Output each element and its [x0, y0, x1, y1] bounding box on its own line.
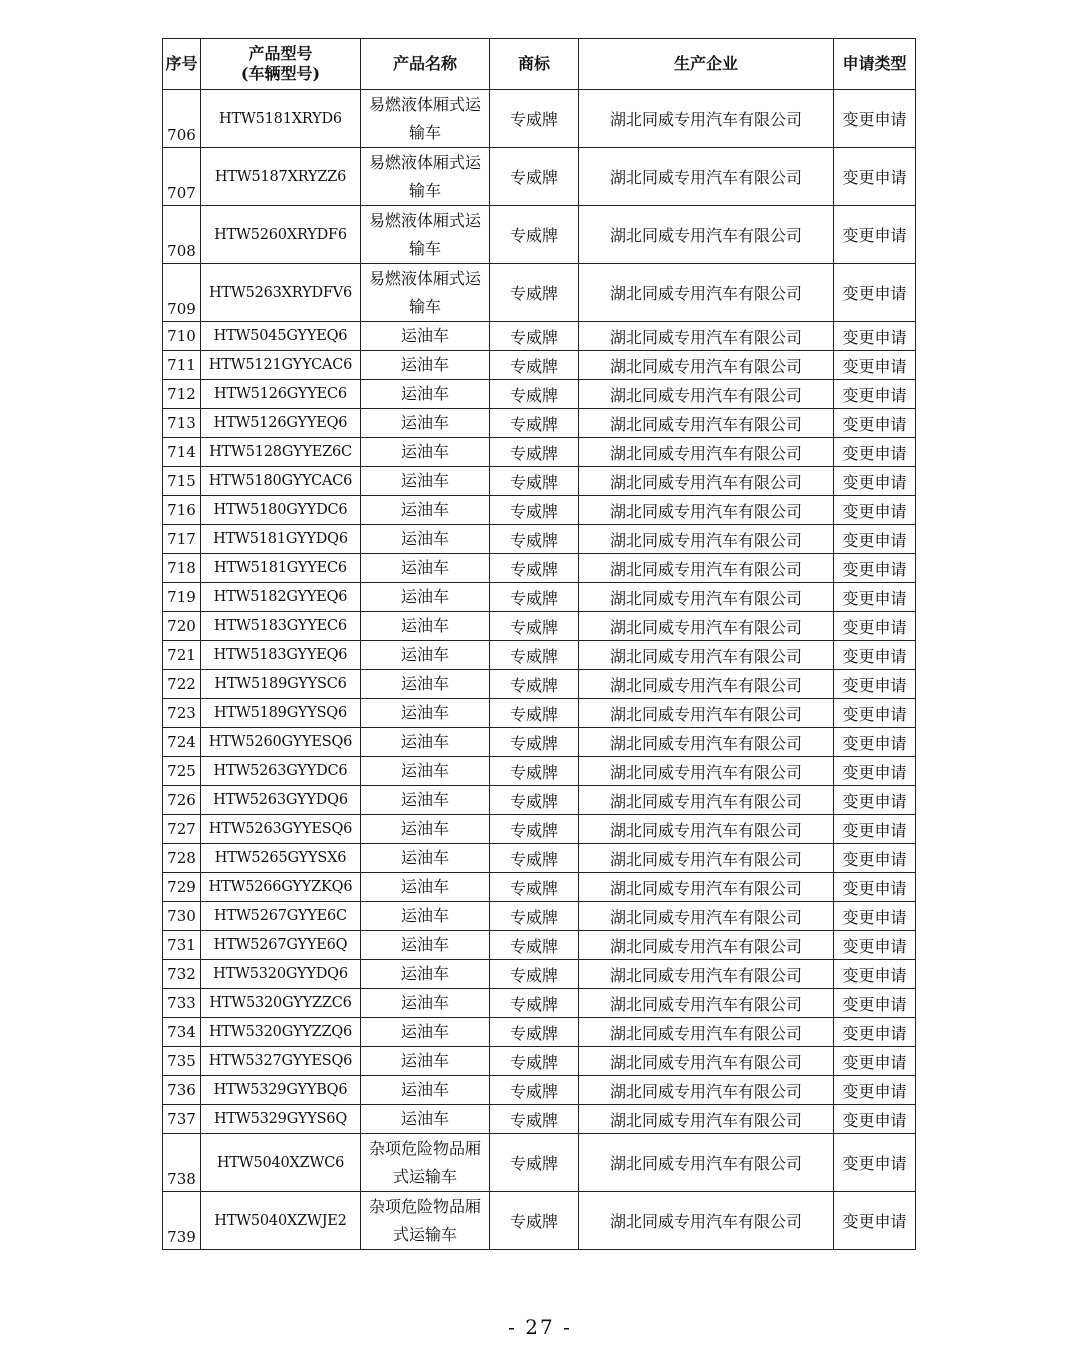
- cell-no: 714: [163, 438, 201, 467]
- table-row: [163, 902, 916, 931]
- table-row: [163, 1134, 916, 1192]
- table-row: [163, 989, 916, 1018]
- cell-company: 湖北同威专用汽车有限公司: [579, 844, 834, 873]
- cell-model: HTW5181GYYDQ6: [201, 525, 361, 554]
- cell-company: 湖北同威专用汽车有限公司: [579, 612, 834, 641]
- table-row: [163, 380, 916, 409]
- cell-no: 707: [163, 148, 201, 206]
- cell-application-type: 变更申请: [834, 641, 916, 670]
- cell-brand: 专威牌: [490, 815, 579, 844]
- cell-company: 湖北同威专用汽车有限公司: [579, 554, 834, 583]
- cell-no: 722: [163, 670, 201, 699]
- cell-brand: 专威牌: [490, 670, 579, 699]
- table-row: [163, 728, 916, 757]
- table-row: [163, 844, 916, 873]
- cell-brand: 专威牌: [490, 960, 579, 989]
- cell-brand: 专威牌: [490, 554, 579, 583]
- cell-brand: 专威牌: [490, 1192, 579, 1250]
- cell-company: 湖北同威专用汽车有限公司: [579, 699, 834, 728]
- header-name: 产品名称: [361, 39, 490, 90]
- cell-product-name: 运油车: [361, 873, 490, 902]
- cell-model: HTW5267GYYE6C: [201, 902, 361, 931]
- header-type: 申请类型: [834, 39, 916, 90]
- cell-application-type: 变更申请: [834, 554, 916, 583]
- cell-product-name: 运油车: [361, 728, 490, 757]
- cell-no: 713: [163, 409, 201, 438]
- cell-model: HTW5183GYYEQ6: [201, 641, 361, 670]
- cell-brand: 专威牌: [490, 409, 579, 438]
- cell-brand: 专威牌: [490, 699, 579, 728]
- cell-application-type: 变更申请: [834, 264, 916, 322]
- cell-no: 735: [163, 1047, 201, 1076]
- cell-brand: 专威牌: [490, 873, 579, 902]
- cell-company: 湖北同威专用汽车有限公司: [579, 409, 834, 438]
- cell-product-name: 易燃液体厢式运输车: [361, 148, 490, 206]
- cell-application-type: 变更申请: [834, 1047, 916, 1076]
- cell-no: 731: [163, 931, 201, 960]
- cell-model: HTW5121GYYCAC6: [201, 351, 361, 380]
- cell-brand: 专威牌: [490, 206, 579, 264]
- table-row: [163, 496, 916, 525]
- cell-model: HTW5260GYYESQ6: [201, 728, 361, 757]
- cell-company: 湖北同威专用汽车有限公司: [579, 1047, 834, 1076]
- cell-no: 709: [163, 264, 201, 322]
- cell-company: 湖北同威专用汽车有限公司: [579, 815, 834, 844]
- table-row: [163, 670, 916, 699]
- cell-brand: 专威牌: [490, 467, 579, 496]
- cell-product-name: 运油车: [361, 554, 490, 583]
- cell-model: HTW5183GYYEC6: [201, 612, 361, 641]
- cell-no: 712: [163, 380, 201, 409]
- table-body: [163, 90, 916, 1250]
- table-row: [163, 1076, 916, 1105]
- cell-product-name: 运油车: [361, 409, 490, 438]
- cell-no: 708: [163, 206, 201, 264]
- cell-model: HTW5320GYYZZQ6: [201, 1018, 361, 1047]
- cell-application-type: 变更申请: [834, 699, 916, 728]
- cell-application-type: 变更申请: [834, 206, 916, 264]
- cell-product-name: 运油车: [361, 496, 490, 525]
- table-row: [163, 264, 916, 322]
- cell-brand: 专威牌: [490, 496, 579, 525]
- cell-model: HTW5180GYYCAC6: [201, 467, 361, 496]
- cell-model: HTW5189GYYSQ6: [201, 699, 361, 728]
- cell-company: 湖北同威专用汽车有限公司: [579, 380, 834, 409]
- cell-no: 738: [163, 1134, 201, 1192]
- cell-brand: 专威牌: [490, 989, 579, 1018]
- header-company: 生产企业: [579, 39, 834, 90]
- cell-company: 湖北同威专用汽车有限公司: [579, 757, 834, 786]
- cell-model: HTW5187XRYZZ6: [201, 148, 361, 206]
- cell-company: 湖北同威专用汽车有限公司: [579, 1076, 834, 1105]
- cell-application-type: 变更申请: [834, 902, 916, 931]
- cell-company: 湖北同威专用汽车有限公司: [579, 1018, 834, 1047]
- cell-brand: 专威牌: [490, 757, 579, 786]
- cell-brand: 专威牌: [490, 322, 579, 351]
- cell-company: 湖北同威专用汽车有限公司: [579, 902, 834, 931]
- cell-brand: 专威牌: [490, 1105, 579, 1134]
- cell-no: 728: [163, 844, 201, 873]
- cell-application-type: 变更申请: [834, 1192, 916, 1250]
- cell-application-type: 变更申请: [834, 380, 916, 409]
- cell-model: HTW5329GYYS6Q: [201, 1105, 361, 1134]
- cell-no: 739: [163, 1192, 201, 1250]
- cell-product-name: 易燃液体厢式运输车: [361, 206, 490, 264]
- table-row: [163, 612, 916, 641]
- cell-model: HTW5263GYYDQ6: [201, 786, 361, 815]
- cell-product-name: 运油车: [361, 902, 490, 931]
- cell-model: HTW5263XRYDFV6: [201, 264, 361, 322]
- cell-no: 730: [163, 902, 201, 931]
- cell-application-type: 变更申请: [834, 844, 916, 873]
- cell-model: HTW5181GYYEC6: [201, 554, 361, 583]
- page-number: - 27 -: [508, 1315, 572, 1339]
- cell-brand: 专威牌: [490, 786, 579, 815]
- cell-company: 湖北同威专用汽车有限公司: [579, 467, 834, 496]
- cell-product-name: 运油车: [361, 757, 490, 786]
- cell-product-name: 运油车: [361, 1047, 490, 1076]
- cell-application-type: 变更申请: [834, 786, 916, 815]
- cell-product-name: 运油车: [361, 438, 490, 467]
- cell-company: 湖北同威专用汽车有限公司: [579, 989, 834, 1018]
- cell-product-name: 运油车: [361, 670, 490, 699]
- cell-model: HTW5040XZWJE2: [201, 1192, 361, 1250]
- cell-application-type: 变更申请: [834, 873, 916, 902]
- cell-application-type: 变更申请: [834, 1018, 916, 1047]
- cell-application-type: 变更申请: [834, 757, 916, 786]
- table-row: [163, 931, 916, 960]
- cell-application-type: 变更申请: [834, 90, 916, 148]
- cell-no: 716: [163, 496, 201, 525]
- cell-model: HTW5260XRYDF6: [201, 206, 361, 264]
- cell-brand: 专威牌: [490, 902, 579, 931]
- cell-brand: 专威牌: [490, 1018, 579, 1047]
- cell-product-name: 运油车: [361, 1076, 490, 1105]
- cell-application-type: 变更申请: [834, 467, 916, 496]
- cell-application-type: 变更申请: [834, 670, 916, 699]
- cell-no: 718: [163, 554, 201, 583]
- cell-model: HTW5126GYYEC6: [201, 380, 361, 409]
- table-row: [163, 438, 916, 467]
- cell-application-type: 变更申请: [834, 1105, 916, 1134]
- cell-no: 720: [163, 612, 201, 641]
- cell-product-name: 运油车: [361, 815, 490, 844]
- cell-no: 711: [163, 351, 201, 380]
- cell-model: HTW5263GYYESQ6: [201, 815, 361, 844]
- cell-company: 湖北同威专用汽车有限公司: [579, 264, 834, 322]
- cell-product-name: 运油车: [361, 351, 490, 380]
- table-row: [163, 409, 916, 438]
- table-row: [163, 351, 916, 380]
- cell-application-type: 变更申请: [834, 728, 916, 757]
- header-model: [201, 39, 361, 90]
- cell-model: HTW5320GYYZZC6: [201, 989, 361, 1018]
- cell-model: HTW5189GYYSC6: [201, 670, 361, 699]
- cell-application-type: 变更申请: [834, 322, 916, 351]
- cell-product-name: 运油车: [361, 525, 490, 554]
- cell-no: 725: [163, 757, 201, 786]
- cell-model: HTW5266GYYZKQ6: [201, 873, 361, 902]
- table-row: [163, 322, 916, 351]
- cell-product-name: 运油车: [361, 844, 490, 873]
- cell-no: 724: [163, 728, 201, 757]
- cell-product-name: 运油车: [361, 641, 490, 670]
- cell-product-name: 运油车: [361, 786, 490, 815]
- cell-model: HTW5329GYYBQ6: [201, 1076, 361, 1105]
- cell-application-type: 变更申请: [834, 612, 916, 641]
- table-row: [163, 554, 916, 583]
- cell-company: 湖北同威专用汽车有限公司: [579, 931, 834, 960]
- cell-model: HTW5045GYYEQ6: [201, 322, 361, 351]
- cell-product-name: 运油车: [361, 989, 490, 1018]
- table-row: [163, 1192, 916, 1250]
- table-row: [163, 1105, 916, 1134]
- cell-model: HTW5182GYYEQ6: [201, 583, 361, 612]
- cell-brand: 专威牌: [490, 612, 579, 641]
- cell-application-type: 变更申请: [834, 148, 916, 206]
- table-row: [163, 1018, 916, 1047]
- cell-model: HTW5126GYYEQ6: [201, 409, 361, 438]
- cell-brand: 专威牌: [490, 1047, 579, 1076]
- header-model-line2: (车辆型号): [240, 64, 321, 83]
- cell-no: 726: [163, 786, 201, 815]
- cell-no: 729: [163, 873, 201, 902]
- cell-model: HTW5263GYYDC6: [201, 757, 361, 786]
- table-row: [163, 873, 916, 902]
- header-no: 序号: [163, 39, 201, 90]
- cell-brand: 专威牌: [490, 844, 579, 873]
- cell-brand: 专威牌: [490, 1134, 579, 1192]
- table-row: [163, 786, 916, 815]
- table-row: [163, 641, 916, 670]
- table-row: [163, 525, 916, 554]
- cell-application-type: 变更申请: [834, 583, 916, 612]
- cell-application-type: 变更申请: [834, 409, 916, 438]
- cell-brand: 专威牌: [490, 264, 579, 322]
- cell-brand: 专威牌: [490, 583, 579, 612]
- table-row: [163, 90, 916, 148]
- cell-company: 湖北同威专用汽车有限公司: [579, 641, 834, 670]
- cell-product-name: 运油车: [361, 699, 490, 728]
- cell-product-name: 运油车: [361, 380, 490, 409]
- cell-company: 湖北同威专用汽车有限公司: [579, 728, 834, 757]
- cell-application-type: 变更申请: [834, 351, 916, 380]
- cell-company: 湖北同威专用汽车有限公司: [579, 670, 834, 699]
- cell-product-name: 运油车: [361, 467, 490, 496]
- cell-model: HTW5181XRYD6: [201, 90, 361, 148]
- cell-product-name: 运油车: [361, 1105, 490, 1134]
- cell-brand: 专威牌: [490, 1076, 579, 1105]
- table-row: [163, 148, 916, 206]
- cell-company: 湖北同威专用汽车有限公司: [579, 148, 834, 206]
- cell-company: 湖北同威专用汽车有限公司: [579, 786, 834, 815]
- cell-no: 715: [163, 467, 201, 496]
- cell-product-name: 运油车: [361, 1018, 490, 1047]
- cell-no: 733: [163, 989, 201, 1018]
- cell-company: 湖北同威专用汽车有限公司: [579, 351, 834, 380]
- cell-company: 湖北同威专用汽车有限公司: [579, 1134, 834, 1192]
- cell-company: 湖北同威专用汽车有限公司: [579, 583, 834, 612]
- cell-application-type: 变更申请: [834, 815, 916, 844]
- cell-application-type: 变更申请: [834, 525, 916, 554]
- cell-product-name: 运油车: [361, 322, 490, 351]
- cell-brand: 专威牌: [490, 90, 579, 148]
- header-model-line1: 产品型号: [248, 44, 313, 63]
- cell-model: HTW5265GYYSX6: [201, 844, 361, 873]
- header-brand: 商标: [490, 39, 579, 90]
- table-row: [163, 757, 916, 786]
- cell-product-name: 运油车: [361, 612, 490, 641]
- table-header-row: [163, 39, 916, 90]
- cell-brand: 专威牌: [490, 728, 579, 757]
- table-row: [163, 699, 916, 728]
- cell-application-type: 变更申请: [834, 960, 916, 989]
- cell-company: 湖北同威专用汽车有限公司: [579, 496, 834, 525]
- cell-application-type: 变更申请: [834, 989, 916, 1018]
- cell-model: HTW5267GYYE6Q: [201, 931, 361, 960]
- cell-application-type: 变更申请: [834, 438, 916, 467]
- cell-product-name: 易燃液体厢式运输车: [361, 90, 490, 148]
- cell-no: 719: [163, 583, 201, 612]
- cell-company: 湖北同威专用汽车有限公司: [579, 322, 834, 351]
- cell-company: 湖北同威专用汽车有限公司: [579, 1192, 834, 1250]
- cell-no: 723: [163, 699, 201, 728]
- cell-company: 湖北同威专用汽车有限公司: [579, 438, 834, 467]
- cell-application-type: 变更申请: [834, 1134, 916, 1192]
- cell-application-type: 变更申请: [834, 496, 916, 525]
- cell-model: HTW5040XZWC6: [201, 1134, 361, 1192]
- cell-product-name: 易燃液体厢式运输车: [361, 264, 490, 322]
- cell-no: 727: [163, 815, 201, 844]
- cell-product-name: 运油车: [361, 583, 490, 612]
- cell-no: 736: [163, 1076, 201, 1105]
- cell-company: 湖北同威专用汽车有限公司: [579, 90, 834, 148]
- table-row: [163, 1047, 916, 1076]
- cell-brand: 专威牌: [490, 525, 579, 554]
- cell-brand: 专威牌: [490, 351, 579, 380]
- cell-no: 710: [163, 322, 201, 351]
- cell-product-name: 运油车: [361, 931, 490, 960]
- table-row: [163, 583, 916, 612]
- cell-no: 717: [163, 525, 201, 554]
- table-row: [163, 815, 916, 844]
- cell-product-name: 杂项危险物品厢式运输车: [361, 1134, 490, 1192]
- cell-company: 湖北同威专用汽车有限公司: [579, 206, 834, 264]
- cell-company: 湖北同威专用汽车有限公司: [579, 525, 834, 554]
- cell-no: 734: [163, 1018, 201, 1047]
- cell-no: 721: [163, 641, 201, 670]
- cell-brand: 专威牌: [490, 438, 579, 467]
- cell-model: HTW5180GYYDC6: [201, 496, 361, 525]
- cell-product-name: 运油车: [361, 960, 490, 989]
- table-row: [163, 467, 916, 496]
- cell-company: 湖北同威专用汽车有限公司: [579, 960, 834, 989]
- cell-brand: 专威牌: [490, 931, 579, 960]
- cell-application-type: 变更申请: [834, 931, 916, 960]
- cell-application-type: 变更申请: [834, 1076, 916, 1105]
- cell-model: HTW5320GYYDQ6: [201, 960, 361, 989]
- cell-company: 湖北同威专用汽车有限公司: [579, 873, 834, 902]
- cell-no: 737: [163, 1105, 201, 1134]
- cell-model: HTW5128GYYEZ6C: [201, 438, 361, 467]
- table-row: [163, 206, 916, 264]
- table-row: [163, 960, 916, 989]
- cell-no: 732: [163, 960, 201, 989]
- cell-company: 湖北同威专用汽车有限公司: [579, 1105, 834, 1134]
- cell-product-name: 杂项危险物品厢式运输车: [361, 1192, 490, 1250]
- cell-no: 706: [163, 90, 201, 148]
- vehicle-product-table: [162, 38, 916, 1250]
- cell-brand: 专威牌: [490, 641, 579, 670]
- cell-brand: 专威牌: [490, 148, 579, 206]
- cell-brand: 专威牌: [490, 380, 579, 409]
- cell-model: HTW5327GYYESQ6: [201, 1047, 361, 1076]
